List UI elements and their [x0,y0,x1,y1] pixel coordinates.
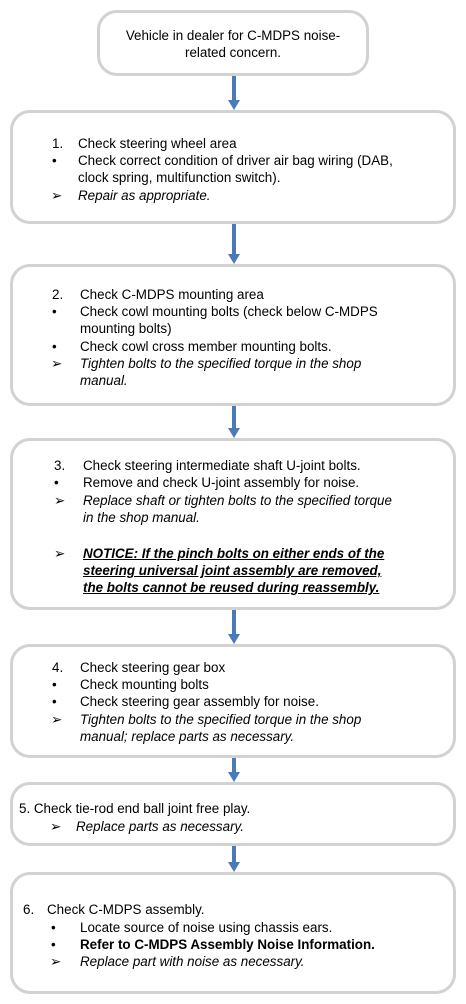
step4-arrow-marker: ➢ [51,712,63,727]
step2-bullet-marker-1: • [52,304,57,319]
step2-bullet1-line1: Check cowl mounting bolts (check below C-MDPS [80,304,378,319]
step1-bullet1-line1: Check correct condition of driver air bag wiring (DAB, [78,153,393,168]
step2-bullet-marker-2: • [52,339,57,354]
step2-action-line2: manual. [80,373,128,388]
step3-notice-line1: NOTICE: If the pinch bolts on either ends of the [83,546,385,561]
step1-number: 1. [52,136,64,151]
step2-number: 2. [52,287,64,302]
step5-action: Replace parts as necessary. [76,819,244,834]
step1-bullet1-line2: clock spring, multifunction switch). [78,170,281,185]
step1-box [10,110,456,224]
step5-title: 5. Check tie-rod end ball joint free play. [19,801,251,816]
step1-arrow-marker: ➢ [51,188,63,203]
step4-box [10,644,456,758]
step3-action-line1: Replace shaft or tighten bolts to the specified torque [83,493,392,508]
step4-title: Check steering gear box [80,660,226,675]
step4-bullet2: Check steering gear assembly for noise. [80,694,319,709]
arrow-step1-to-step2 [228,224,240,264]
step1-bullet-marker: • [52,153,57,168]
arrow-step2-to-step3 [228,406,240,438]
step4-bullet-marker-1: • [52,677,57,692]
step2-bullet2: Check cowl cross member mounting bolts. [80,339,332,354]
step3-title: Check steering intermediate shaft U-joint bolts. [83,458,361,473]
step6-bullet-marker-1: • [51,920,56,935]
step6-bullet-marker-2: • [51,937,56,952]
step1-title: Check steering wheel area [78,136,237,151]
step2-box [10,264,456,406]
step4-action-line2: manual; replace parts as necessary. [80,729,295,744]
step6-box [10,872,456,994]
start-text [100,27,366,61]
start-line-2: related concern. [184,45,282,60]
step3-notice-marker: ➢ [54,546,66,561]
step4-number: 4. [52,660,64,675]
step6-title: Check C-MDPS assembly. [47,902,205,917]
step3-action-line2: in the shop manual. [83,510,200,525]
step3-bullet1: Remove and check U-joint assembly for noise. [83,475,360,490]
step6-bullet2: Refer to C-MDPS Assembly Noise Information. [80,937,375,952]
start-box [97,10,369,76]
start-line-1: Vehicle in dealer for C-MDPS noise- [125,28,341,43]
step6-bullet1: Locate source of noise using chassis ears. [80,920,333,935]
step3-notice-line2: steering universal joint assembly are removed, [83,563,382,578]
step6-number: 6. [23,902,35,917]
step4-action-line1: Tighten bolts to the specified torque in the shop [80,712,362,727]
step2-arrow-marker: ➢ [51,356,63,371]
step2-title: Check C-MDPS mounting area [80,287,264,302]
step3-box [10,438,456,610]
step3-bullet-marker: • [54,475,59,490]
step3-arrow-marker: ➢ [54,493,66,508]
arrow-step4-to-step5 [228,758,240,782]
step2-bullet1-line2: mounting bolts) [80,321,172,336]
step4-bullet1: Check mounting bolts [80,677,209,692]
arrow-step5-to-step6 [228,846,240,872]
step6-action: Replace part with noise as necessary. [80,954,305,969]
step3-notice-line3: the bolts cannot be reused during reassembly. [83,580,380,595]
step4-bullet-marker-2: • [52,694,57,709]
step3-number: 3. [54,458,66,473]
step2-action-line1: Tighten bolts to the specified torque in the shop [80,356,362,371]
step1-action: Repair as appropriate. [78,188,211,203]
arrow-step3-to-step4 [228,610,240,644]
arrow-start-to-step1 [228,76,240,110]
step5-arrow-marker: ➢ [50,819,62,834]
step6-arrow-marker: ➢ [50,954,62,969]
step5-box [10,782,456,846]
